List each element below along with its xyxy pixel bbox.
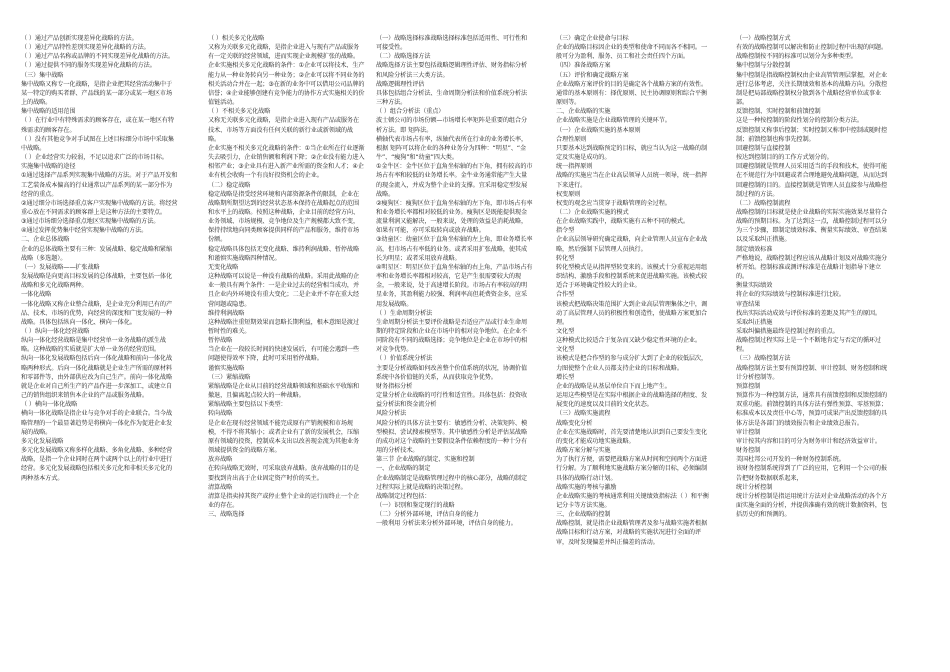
paragraph: 企业高层领导研究确定战略，向企业管理人员宣布企业战略，然后强制下层管理人员执行。 bbox=[556, 236, 708, 253]
paragraph: 一体化战略又称企业整合战略，是企业充分利用已有的产品、技术、市场的优势，向经营的深度和广度发展的一种战略。具体包括纵向一体化、横向一体化。 bbox=[21, 300, 173, 326]
paragraph: 财务指标分析 bbox=[376, 382, 413, 390]
paragraph: 这是一种按控制的阶段性划分的控制分类方法。 bbox=[736, 117, 863, 125]
paragraph: 严格地说，战略控制过程应该从战略计划及对战略实施分析开始。控制标准或测评标准是在战略计划指导下建立的。 bbox=[736, 254, 888, 281]
paragraph: （一）识别和鉴定现行的战略 bbox=[376, 501, 455, 509]
paragraph: 企业战略制定是战略管理过程中的核心部分，战略的制定过程实际上就是战略的决策过程。 bbox=[376, 474, 528, 491]
paragraph: 预算控制 bbox=[736, 382, 761, 390]
paragraph: （ ）生命周期分析法 bbox=[376, 309, 433, 317]
paragraph: 该模式是把合作型的参与成分扩大到了企业的较低层次，力图使整个企业人员都支持企业的目标和战略。 bbox=[556, 355, 708, 372]
text-column-3 bbox=[376, 34, 533, 666]
paragraph: 企业的总体战略主要有三种：发展战略、稳定战略和紧缩战略（多选题）。 bbox=[21, 245, 173, 262]
paragraph: 这种模式比较适合于复杂而又缺少稳定性环境的企业。 bbox=[556, 337, 701, 345]
paragraph: 战略控制的目标就是使企业战略的实际实施效果尽量符合战略的预期目标。为了达到这一点，战略控制过程可以分为三个步骤，即制定绩效标准、衡量实际绩效、审查结果以及采取纠正措施。 bbox=[736, 208, 888, 244]
paragraph: 稳定战略具体包括无变化战略、维持利润战略、暂停战略和谨慎实施战略四种情况。 bbox=[208, 245, 360, 262]
paragraph: 风险分析法 bbox=[376, 410, 407, 418]
paragraph: 无变化战略 bbox=[208, 263, 239, 271]
paragraph: 审计控制 bbox=[736, 428, 761, 436]
paragraph: （四）准备战略方案 bbox=[556, 62, 611, 70]
paragraph: 反馈控制、实时控制和前馈控制 bbox=[736, 108, 821, 116]
paragraph: 暂停战略 bbox=[208, 337, 233, 345]
paragraph: 采取纠偏措施最终是控制过程的重点。 bbox=[736, 328, 839, 335]
paragraph: （ ）相关多元化战略 bbox=[208, 35, 265, 42]
paragraph: ③通过市场细分选择重点地区实现集中战略的方法。 bbox=[21, 218, 160, 226]
paragraph: 紧缩战略是企业从目前的经营战略领域和基础水平收缩和撤退，且偏离起点较大的一种战略。 bbox=[208, 382, 360, 400]
paragraph: 二、企业战略的实施 bbox=[556, 108, 611, 116]
paragraph: 集中控制是指战略控制权由企业高管管理层掌握，对企业进行总体考虑，关注长期绩效和基本的战略方向。分散控制是把局部战略控制权分散到各个战略经营单位或事业部。 bbox=[736, 71, 888, 107]
text-column-4 bbox=[556, 34, 713, 666]
paragraph: 谨慎实施战略 bbox=[208, 364, 245, 372]
paragraph: （ ）纵向一体化经营战略 bbox=[21, 328, 90, 335]
paragraph: 战略逻辑理性评估 bbox=[376, 80, 425, 88]
paragraph: ②通过细分市场选择重点客户实现集中战略的方法。将经营重心放在不同需求的顾客群上是这种方法的主要特点。 bbox=[21, 199, 178, 216]
paragraph: 二、企业总体战略 bbox=[21, 236, 70, 244]
paragraph: 回避控制与直接控制 bbox=[736, 144, 791, 152]
paragraph: ①金牛区：金牛区位于直角坐标轴的右下角，拥有较高的市场占有率和较低的业务增长率。金牛业务通常能产生大量的现金流入，并成为整个企业的支撑。宜采用稳定型发展战略。 bbox=[376, 163, 533, 198]
paragraph: （ ）通过提供不同的服务实现差异化战略的方法。 bbox=[21, 62, 156, 70]
paragraph: 权变的观念应当贯穿于战略管理的全过程。 bbox=[556, 199, 671, 207]
paragraph: 运用这些模型是在实际中根据企业的战略选择的程度、发展变化的速度以及目前的文化状态。 bbox=[556, 392, 708, 409]
paragraph: 企业的战略是从基层单位自下而上地产生。 bbox=[556, 382, 671, 390]
paragraph: 企业在实施战略时，首先要清楚地认识到自己要发生变化的变化才能成功地实施战略。 bbox=[556, 428, 708, 445]
paragraph: 合理性原则 bbox=[556, 135, 587, 143]
paragraph: （ ）不相关多元化战略 bbox=[208, 108, 271, 116]
paragraph: ①通过选择产品系列实现集中战略的方法。对于产品开发和工艺装备成本偏高的行业通常以产品系列的某一部分作为经营的重点。 bbox=[21, 172, 178, 198]
paragraph: 文化型 bbox=[556, 328, 575, 335]
paragraph: 战略选择方法主要包括战略逻辑理性评估、财务指标分析和风险分析法三大类方法。 bbox=[376, 62, 528, 79]
paragraph: 权变原则 bbox=[556, 190, 581, 198]
paragraph: 企业实施相关多元化战略的条件：①企业可以将技术、生产能力从一种业务转向另一种业务；②企业可以将不同业务的相关活动合并在一起；③在新的业务中可以借用公司品牌的信誉；④企业能够创建有竞争能力的协作方式实施相关的价值链活动。 bbox=[208, 62, 365, 107]
paragraph: 统计分析控制 bbox=[736, 483, 773, 491]
paragraph: 一、企业战略的制定 bbox=[376, 465, 431, 473]
paragraph: 预算作为一种控制方法，通常具有前馈控制和反馈控制的双重功能。前馈控制的具体方法有弹性预算、零基预算；标准成本以及责任中心等，预算可成果产出反馈控制的具体方法是各部门的绩效报告和企业绩效总报告。 bbox=[736, 392, 888, 427]
paragraph: 增长型 bbox=[556, 373, 575, 381]
paragraph: 战略变化分析 bbox=[556, 419, 593, 427]
paragraph: 企业战略实施是企业战略管理的关键环节。 bbox=[556, 117, 671, 125]
paragraph: （二）分析外部环境，评估自身的能力 bbox=[376, 511, 479, 519]
paragraph: 战略控制过程实际上是一个不断地肯定与否定的循环过程。 bbox=[736, 337, 881, 354]
paragraph: （ ）价值系统分析法 bbox=[376, 355, 433, 363]
paragraph: 审查结果 bbox=[736, 300, 761, 308]
paragraph: （ ）组合分析法（重点） bbox=[376, 108, 445, 116]
paragraph: 将企业的实际绩效与控制标准进行比较。 bbox=[736, 291, 845, 299]
paragraph: ②瘦狗区：瘦狗区位于直角坐标轴的左下角，即市场占有率和业务增长率都相对较低的业务。瘦狗区是既能提供现金流量利润又能解决，一般来说，处理的效益是消耗战略，如果有可能，亦可采取转向或放弃战略。 bbox=[376, 199, 533, 235]
paragraph: （一）发展战略——扩张战略 bbox=[21, 263, 100, 271]
paragraph: 清算是指卖掉其资产或停止整个企业的运行而终止一个企业的存在。 bbox=[208, 492, 360, 509]
text-column-2 bbox=[208, 34, 365, 666]
paragraph: 找出实际活动成效与评价标准的差距及其产生的原因。 bbox=[736, 309, 881, 317]
paragraph: 转化型 bbox=[556, 254, 575, 262]
paragraph: 波士顿公司的市场份额—市场增长率矩阵是重要的组合分析方法。即 矩阵法。 bbox=[376, 117, 528, 134]
paragraph: 纵向一体化发展战略包括后向一体化战略和前向一体化战略两种形式。后向一体化战略就是企业生产所需的原材料和零部件等，由外部供应改为自己生产。前向一体化战略就是企业对自己所生产的产品作进一步深加工，或建立自己的销售组织来销售本企业的产品或服务战略。 bbox=[21, 355, 173, 400]
paragraph: （二）战略控制流程 bbox=[736, 199, 791, 207]
paragraph: （二）稳定战略 bbox=[208, 181, 251, 189]
paragraph: （ ）没有其他竞争对手试图在上述目标细分市场中采取集中战略。 bbox=[21, 135, 174, 152]
text-column-1 bbox=[21, 34, 178, 666]
paragraph: 企业实施不相关多元化战略的条件：①当企业所在行业逐渐失去吸引力，企业销售额和利润下降；②企业没有能力进入相邻产业；③企业具有进入新产业所需的资金和人才；④企业有机会收购一个有良好投资机会的企业。 bbox=[208, 144, 365, 180]
paragraph: 制定绩效标准 bbox=[736, 245, 773, 253]
paragraph: 维持利润战略 bbox=[208, 309, 245, 317]
paragraph: 三、战略选择 bbox=[208, 511, 245, 519]
paragraph: 文化型 bbox=[556, 346, 575, 354]
paragraph: 统计分析控制是指运用统计方法对企业战略活动的各个方面实施全面的分析，并提供准确有效的统计数据资料，包括历史的和预测的。 bbox=[736, 492, 888, 519]
paragraph: 紧缩战略主要包括以下类型： bbox=[208, 401, 287, 409]
text-column-5 bbox=[736, 34, 893, 666]
paragraph: 实施集中战略的途径 bbox=[21, 163, 76, 171]
paragraph: 战略方案分解与实施 bbox=[556, 447, 611, 455]
paragraph: 三、企业战略的控制 bbox=[556, 511, 611, 519]
paragraph: 按达到控制目的的工作方式划分的。 bbox=[736, 154, 833, 162]
paragraph: 企业战略方案评价的目的是确定各个战略方案的有效性。通常的基本原则有：择优原则、民主协调原则和综合平衡原则等。 bbox=[556, 80, 708, 107]
paragraph: 在企业战略实践中，战略实施有五种不同的模式。 bbox=[556, 218, 689, 226]
paragraph: 定量分析企业战略的可行性和适宜性。具体包括：投资收益分析法和资金流分析 bbox=[376, 392, 528, 409]
paragraph: 战略控制，就是指企业战略管理者及参与战略实施者根据战略目标和行动方案，对战略的实施状况进行全面的评审，及时发现偏差并纠正偏差的活动。 bbox=[556, 520, 708, 546]
paragraph: （五）评价和确定战略方案 bbox=[556, 71, 629, 79]
paragraph: 稳定战略是指受经营环境和内部资源条件的限制，企业在战略期所期望达到的经营状态基本保持在战略起点的范围和水平上的战略。按照这种战略，企业目前的经营方向、业务领域、市场规模、竞争地位及生产规模都大致不变，保持持续地向同类顾客提供同样的产品和服务，维持市场份额。 bbox=[208, 190, 360, 244]
paragraph: 纵向一体化经营战略是集中经营单一业务战略的派生战略。这种战略的实质就是扩大单一业务的经营范围。 bbox=[21, 337, 166, 354]
paragraph: 是企业在现有经营领域不能完成原有产销规模和市场规模，不得不将其缩小；或者企业有了新的发展机会，压缩原有领域的投资，控制成本支出以改善现金流为其他业务领域提供资金的战略方案。 bbox=[208, 419, 360, 455]
paragraph: 这种战略可以说是一种没有战略的战略。采用此战略的企业一般具有两个条件：一是企业过去的经营相当成功，并且企业内外环境没有重大变化；二是企业并不存在重大经营问题或隐患。 bbox=[208, 273, 360, 308]
paragraph: 该模式把战略决策范围扩大到企业高层管理集体之中，调动了高层管理人员的积极性和创造性，使战略方案更加合理。 bbox=[556, 300, 708, 326]
paragraph: ③幼童区：幼童区位于直角坐标轴的左上角，即业务增长率高，但市场占有率低的业务。或者采用扩张战略，使其成长为明星；或者采用放弃战略。 bbox=[376, 236, 533, 262]
paragraph: 转化型模式是从指挥型转变来的。该模式十分重视运用组织结构、激励手段和控制系统来促进战略实施。该模式较适合于环境确定性较大的企业。 bbox=[556, 263, 708, 290]
paragraph: 合作型 bbox=[556, 291, 575, 299]
paragraph: 放弃战略 bbox=[208, 456, 233, 464]
paragraph: （三）战略实施流程 bbox=[556, 410, 611, 418]
paragraph: 集中战略的适用范围 bbox=[21, 108, 76, 116]
paragraph: 战略控制方法主要有预算控制、审计控制、财务控制和统计分析控制等。 bbox=[736, 364, 888, 381]
paragraph: 衡量实际绩效 bbox=[736, 282, 773, 290]
paragraph: 反馈控制又称事后控制；实时控制又称事中控制或随时控制；前馈控制也称事先控制。 bbox=[736, 126, 888, 143]
paragraph: （ ）通过产品名称或品牌的不同实现差异化战略的方法。 bbox=[21, 53, 174, 61]
paragraph: ④通过发挥优势集中经营实现集中战略的方法。 bbox=[21, 227, 148, 235]
paragraph: 在转向战略无效时，可采取放弃战略。放弃战略的目的是要找到肯出高于企业固定资产时价的买主。 bbox=[208, 465, 360, 482]
paragraph: （ ）横向一体化战略 bbox=[21, 401, 78, 409]
paragraph: （ ）通过产品创新实现差异化战略的方法。 bbox=[21, 35, 138, 42]
paragraph: （二）战略选择方法 bbox=[376, 53, 431, 61]
paragraph: （三）集中战略 bbox=[21, 71, 64, 79]
paragraph: 一体化战略 bbox=[21, 291, 52, 299]
paragraph: （三）紧缩战略 bbox=[208, 373, 251, 381]
paragraph: 这种战略注重短期效果而忽略长期利益，根本意图是渡过暂时性的难关。 bbox=[208, 318, 360, 335]
paragraph: 审计按其内容和目的可分为财务审计和经济效益审计。 bbox=[736, 437, 881, 445]
paragraph: 第三节 企业战略的制定、实施和控制 bbox=[376, 456, 475, 464]
paragraph: 战略实施的考核与激励 bbox=[556, 483, 617, 491]
paragraph: 统一指挥原则 bbox=[556, 163, 593, 171]
paragraph: 风险分析的具体方法主要有：敏感性分析、决策矩阵、模型模拟、尝试搜索模型等。其中敏感性分析是评估某战略的成功对这个战略的主要假设条件依赖程度的一种十分有用的分析技术。 bbox=[376, 419, 528, 455]
paragraph: 多元化发展战略又称多样化战略、多角化战略、多种经营战略，是指一个企业同时在两个或两个以上的行业中进行经营。多元化发展战略包括相关多元化和非相关多元化的两种基本方式。 bbox=[21, 447, 173, 482]
paragraph: 具体包括组合分析法、生命周期分析法和价值系统分析法三种方法。 bbox=[376, 89, 528, 107]
paragraph: 只要基本达到战略预定的目标，就应当认为这一战略的制定及实施是成功的。 bbox=[556, 144, 708, 162]
paragraph: 为了执行方便，需要把战略方案从时间和空间两个方面进行分解。为了顺利地实施战略方案分解的目标，必须编制具体的战略行动计划。 bbox=[556, 456, 708, 482]
paragraph: 企业的战略目标因企业的类型和使命不同而各不相同。一般可分为盈利、服务、员工和社会责任四个方面。 bbox=[556, 44, 708, 61]
paragraph: 主要是分析战略如何改善整个价值系统的状况，协调价值系统中各价值链的关系，从而获取竞争优势。 bbox=[376, 364, 528, 381]
paragraph: 发展战略是向更高目标发展的总体战略，主要包括一体化战略和多元化战略两种。 bbox=[21, 273, 173, 290]
paragraph: 有效的战略控制可以解决和防止控制过程中出现的问题。战略控制按不同的标准可以划分为多种类型。 bbox=[736, 44, 888, 61]
paragraph: 清算战略 bbox=[208, 483, 233, 491]
paragraph: 一般利用 分析法来分析外部环境，评估自身的能力。 bbox=[376, 520, 517, 528]
paragraph: 财务控制 bbox=[736, 447, 761, 455]
paragraph: 横向一体化战略是指企业与竞争对手的企业联合。当今战略管理的一个最显著趋势是将横向一体化作为促进企业发展的战略。 bbox=[21, 410, 173, 436]
paragraph: 当企业在一段较长时间的快速发展后，有可能会遇到一些问题使得效率下降，此时可采用暂停战略。 bbox=[208, 346, 360, 363]
paragraph: 美国杜邦公司开发的一种财务控制系统。 bbox=[736, 456, 845, 464]
paragraph: 多元化发展战略 bbox=[21, 437, 64, 445]
paragraph: 转向战略 bbox=[208, 410, 233, 418]
paragraph: 横轴代表市场占有率，纵轴代表所在行业的业务增长率，根据 矩阵可以将企业的各种业务分为四种：“明星”、“金牛”、“瘦狗”和“幼童”四大类。 bbox=[376, 135, 528, 162]
paragraph: 回避控制就是管理人员采用适当的手段和技术，使得可能在不规范行为中回避或者合理地避免战略问题，从而达到回避控制的目的。直接控制就是管理人员直接参与战略控制过程的方法。 bbox=[736, 163, 888, 198]
paragraph: 集中战略又称专一化战略，是指企业把其经营活动集中于某一特定的购买者群、产品线的某一部分或某一地区市场上的战略。 bbox=[21, 80, 173, 107]
paragraph: （三）战略控制方法 bbox=[736, 355, 791, 363]
paragraph: 战略制定过程包括： bbox=[376, 492, 431, 500]
paragraph: 生命周期分析法主要评价战略是否适应产品或行业生命周期的特定阶段和企业在市场中的相对竞争地位。在企业不同阶段有不同的战略选择；竞争地位是企业在市场中的相对竞争优势。 bbox=[376, 318, 528, 354]
paragraph: 集中控制与分散控制 bbox=[736, 62, 791, 70]
paragraph: 战略的实施应当在企业高层领导人员统一领导，统一指挥下来进行。 bbox=[556, 172, 708, 189]
paragraph: 又称为关联多元化战略，是指企业进入与现有产品或服务有一定关联的经营领域，进而实现企业规模扩张的战略。 bbox=[208, 44, 360, 61]
paragraph: 企业战略实施的考核通常利用关键绩效指标法（ ）和平衡记分卡等方法实施。 bbox=[556, 492, 709, 509]
paragraph: （一）战略控制方式 bbox=[736, 35, 791, 42]
paragraph: （ ）企业经营实力较弱，不足以追求广泛的市场目标。 bbox=[21, 154, 168, 162]
paragraph: （二）企业战略实施的模式 bbox=[556, 208, 629, 216]
paragraph: 采取纠正措施 bbox=[736, 318, 773, 326]
paragraph: （ ）在行业中有特殊需求的顾客存在，或在某一地区有特殊需求的顾客存在。 bbox=[21, 117, 174, 134]
paragraph: （一）战略选择标准战略选择标准包括适用性、可行性和可接受性。 bbox=[376, 35, 528, 52]
paragraph: 指令型 bbox=[556, 227, 575, 235]
paragraph: （ ）通过产品特性差别实现差异化战略的方法。 bbox=[21, 44, 150, 52]
paragraph: （三）确定企业使命与目标 bbox=[556, 35, 629, 42]
paragraph: ④明星区：明星区位于直角坐标轴的右上角，产品市场占有率和业务增长率都相对较高，它是产生很需要较大的现金，一般来说，处于高速增长阶段。市场占有率较高的明星业务，其盈利能力较强、利润率高但耗费资金多，应采用发展战略。 bbox=[376, 263, 533, 308]
paragraph: 该财务控制系统得到了广泛的应用，它利用一个公司的报告把财务数据联系起来， bbox=[736, 465, 888, 482]
paragraph: 又称无关联多元化战略，是指企业进入现有产品或服务在技术、市场等方面没有任何关联的新行业或新领域的战略。 bbox=[208, 117, 360, 143]
paragraph: （一）企业战略实施的基本原则 bbox=[556, 126, 641, 134]
